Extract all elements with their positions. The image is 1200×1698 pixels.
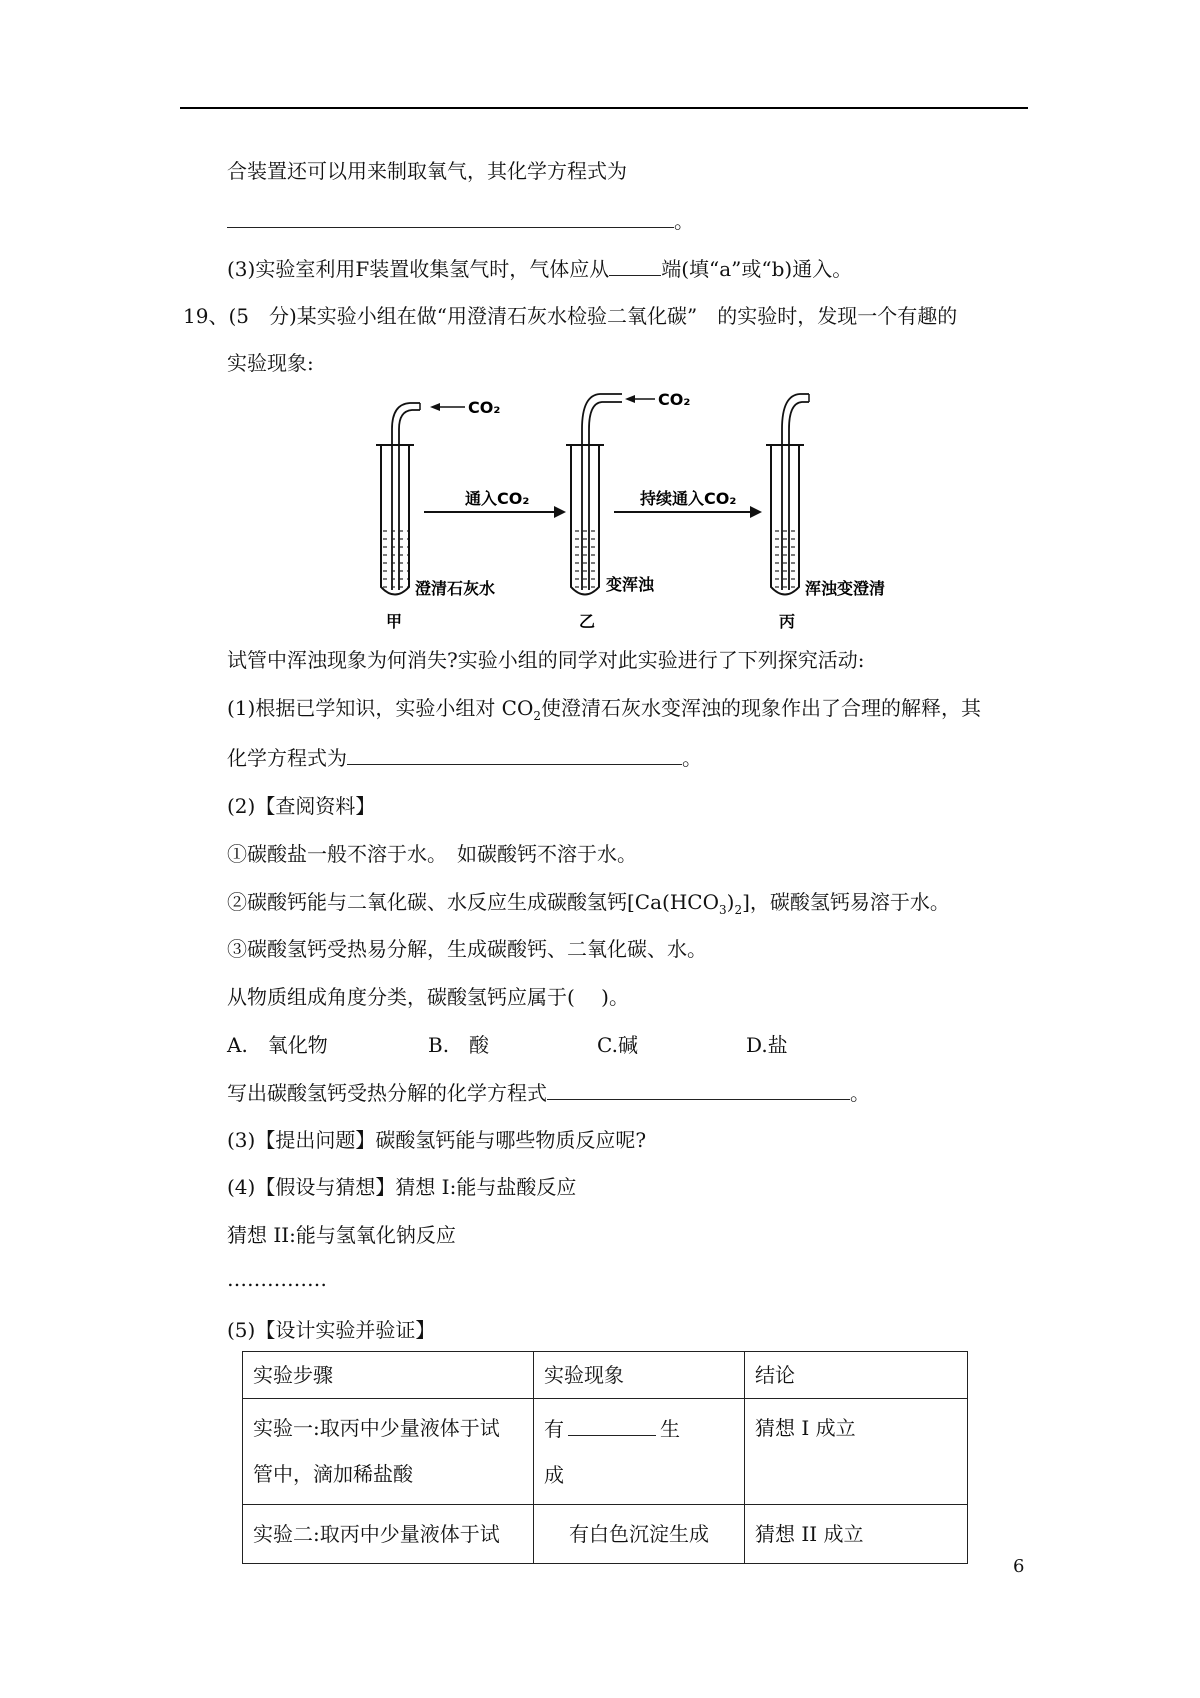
option-d[interactable] (746, 1032, 788, 1058)
text: 试管中浑浊现象为何消失?实验小组的同学对此实验进行了下列探究活动: (227, 648, 865, 672)
text: 端(填“a”或“b)通入。 (661, 257, 853, 281)
question-19 (183, 303, 957, 329)
tube-label: 浑浊变澄清 (805, 579, 886, 598)
text-line (227, 1127, 646, 1153)
text-line (227, 647, 864, 673)
text: ②碳酸钙能与二氧化碳、水反应生成碳酸氢钙[Ca(HCO (227, 890, 719, 914)
arrow-label: 持续通入CO₂ (640, 489, 737, 508)
text: 。 (674, 209, 694, 233)
table-header-row (243, 1352, 968, 1399)
tube-name: 甲 (386, 612, 403, 631)
text: (5)【设计实验并验证】 (227, 1318, 436, 1342)
text: 使澄清石灰水变浑浊的现象作出了合理的解释，其 (541, 696, 982, 720)
ellipsis-line (227, 1266, 327, 1292)
subscript: 2 (734, 903, 743, 917)
table-cell: 猜想 I 成立 (745, 1399, 968, 1505)
text: ①碳酸盐一般不溶于水。 如碳酸钙不溶于水。 (227, 842, 637, 866)
answer-blank[interactable] (547, 1079, 850, 1100)
text-line (227, 158, 627, 184)
test-tube-yi (566, 394, 622, 595)
text: ) (726, 890, 735, 914)
co2-label: CO₂ (468, 398, 501, 417)
table-header: 实验步骤 (243, 1352, 534, 1399)
table-cell: 实验二:取丙中少量液体于试 (243, 1505, 534, 1564)
tube-label: 澄清石灰水 (415, 579, 496, 598)
answer-line (227, 1079, 870, 1106)
text: (1)根据已学知识，实验小组对 CO (227, 696, 534, 720)
table-row (243, 1505, 968, 1564)
answer-blank[interactable] (227, 207, 674, 228)
cell-text: 生 (660, 1417, 680, 1441)
table-cell: 猜想 II 成立 (745, 1505, 968, 1564)
text: 19、(5 分)某实验小组在做“用澄清石灰水检验二氧化碳” 的实验时，发现一个有趣的 (183, 304, 958, 328)
answer-blank[interactable] (347, 744, 682, 765)
text-line (227, 1174, 576, 1200)
text-line (227, 255, 852, 282)
option-c[interactable] (597, 1032, 638, 1058)
answer-line (227, 207, 694, 234)
test-tube-jia (376, 403, 420, 595)
text: C.碱 (597, 1033, 638, 1057)
text-line (227, 1317, 435, 1343)
text: 从物质组成角度分类，碳酸氢钙应属于( )。 (227, 985, 629, 1009)
text-line (227, 1222, 456, 1248)
text: (2)【查阅资料】 (227, 794, 376, 818)
cell-text: 管中，滴加稀盐酸 (253, 1462, 413, 1486)
text: B. 酸 (428, 1033, 490, 1057)
tube-label: 变浑浊 (606, 575, 655, 594)
answer-blank[interactable] (609, 255, 661, 276)
co2-input-arrow-2 (625, 392, 690, 409)
test-tube-diagram (350, 392, 910, 632)
text: 化学方程式为 (227, 746, 347, 770)
cell-text: 成 (544, 1463, 564, 1487)
text-line (227, 936, 707, 962)
text-line (227, 793, 375, 819)
test-tube-bing (766, 394, 809, 595)
option-b[interactable] (428, 1032, 489, 1058)
cell-text: 有 (544, 1417, 564, 1441)
process-arrow-2 (614, 489, 762, 518)
text: 猜想 II:能与氢氧化钠反应 (227, 1223, 456, 1247)
table-header: 结论 (745, 1352, 968, 1399)
subscript: 2 (533, 709, 542, 723)
text: (3)【提出问题】碳酸氢钙能与哪些物质反应呢? (227, 1128, 647, 1152)
table-cell: 有白色沉淀生成 (534, 1505, 745, 1564)
subscript: 3 (718, 903, 727, 917)
text: 实验现象: (227, 351, 314, 375)
text: 写出碳酸氢钙受热分解的化学方程式 (227, 1081, 547, 1105)
tube-name: 乙 (579, 612, 596, 631)
table-row (243, 1399, 968, 1505)
header-rule (180, 107, 1028, 109)
text-line (227, 350, 314, 376)
table-cell (534, 1399, 745, 1505)
option-a[interactable] (227, 1032, 328, 1058)
table-cell (243, 1399, 534, 1505)
text: 。 (682, 746, 702, 770)
answer-blank[interactable] (568, 1405, 656, 1436)
text: 合装置还可以用来制取氧气，其化学方程式为 (227, 159, 627, 183)
text-line (227, 889, 950, 923)
text: D.盐 (746, 1033, 788, 1057)
cell-text: 实验一:取丙中少量液体于试 (253, 1416, 500, 1440)
text-line (227, 841, 637, 867)
text: ③碳酸氢钙受热易分解，生成碳酸钙、二氧化碳、水。 (227, 937, 707, 961)
text-line (227, 984, 629, 1010)
text: 。 (850, 1081, 870, 1105)
page-number: 6 (1013, 1556, 1025, 1577)
text: (3)实验室利用F装置收集氢气时，气体应从 (227, 257, 610, 281)
text: (4)【假设与猜想】猜想 I:能与盐酸反应 (227, 1175, 577, 1199)
co2-label: CO₂ (658, 392, 691, 409)
text: ]，碳酸氢钙易溶于水。 (742, 890, 950, 914)
table-header: 实验现象 (534, 1352, 745, 1399)
answer-line (227, 744, 702, 771)
process-arrow-1 (424, 489, 566, 518)
co2-input-arrow-1 (430, 398, 500, 417)
tube-name: 丙 (779, 612, 796, 631)
arrow-label: 通入CO₂ (465, 489, 530, 508)
text: …………… (227, 1267, 327, 1291)
text: A. 氧化物 (227, 1033, 328, 1057)
text-line (227, 695, 981, 729)
experiment-table (242, 1351, 968, 1564)
